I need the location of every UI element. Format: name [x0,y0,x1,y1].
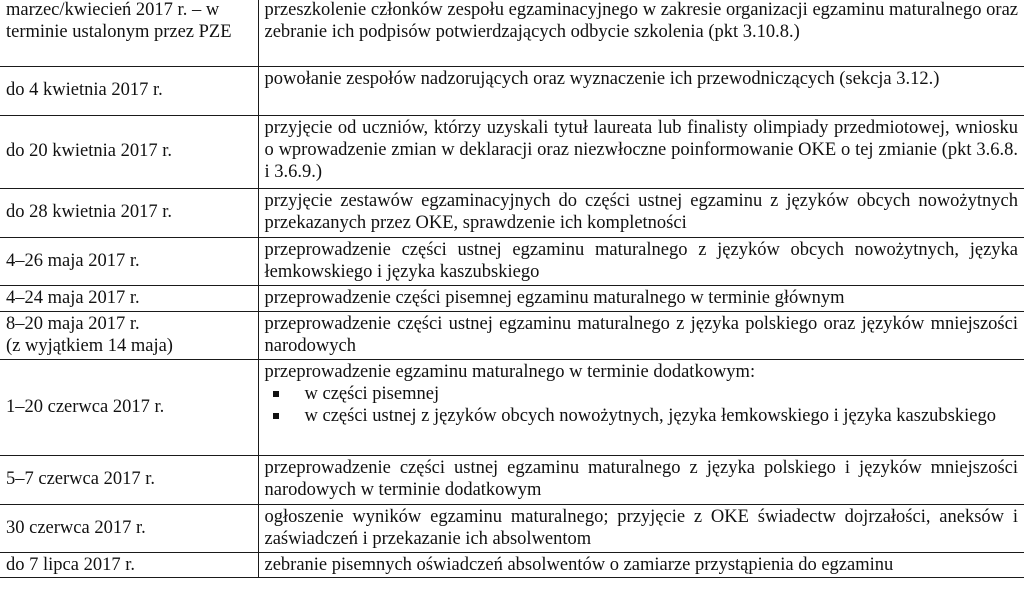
list-item: w części ustnej z języków obcych nowożytnych, języka łemkowskiego i języka kaszubskiego [265,405,1019,427]
task-cell: przeprowadzenie części ustnej egzaminu maturalnego z języka polskiego i języków mniejszości narodowych w terminie dodatkowym [258,455,1024,504]
date-text: 8–20 maja 2017 r. [6,313,140,334]
table-row [0,455,1024,504]
table-row [0,115,1024,188]
table-row [0,0,1024,66]
date-cell: 4–26 maja 2017 r. [0,237,258,285]
task-cell [258,359,1024,455]
date-cell: 1–20 czerwca 2017 r. [0,359,258,455]
table-row [0,237,1024,285]
table-row [0,359,1024,455]
bullet-list [265,383,1019,427]
task-cell: przeprowadzenie części ustnej egzaminu maturalnego z języków obcych nowożytnych, języka łemkowskiego i języka kaszubskiego [258,237,1024,285]
task-cell: przeprowadzenie części pisemnej egzaminu maturalnego w terminie głównym [258,285,1024,311]
task-text: zebranie pisemnych oświadczeń absolwentów o zamiarze przystąpienia do egzaminu [264,554,894,575]
date-cell: 5–7 czerwca 2017 r. [0,455,258,504]
list-item: w części pisemnej [265,383,1019,405]
date-cell [0,552,258,577]
task-cell [258,552,1024,577]
table-row [0,66,1024,115]
date-cell: marzec/kwiecień 2017 r. – w terminie ustalonym przez PZE [0,0,258,66]
task-cell: powołanie zespołów nadzorujących oraz wyznaczenie ich przewodniczących (sekcja 3.12.) [258,66,1024,115]
date-cell: do 28 kwietnia 2017 r. [0,188,258,237]
task-cell: przeszkolenie członków zespołu egzaminacyjnego w zakresie organizacji egzaminu maturalnego oraz zebranie ich podpisów potwierdzających odbycie szkolenia (pkt 3.10.8.) [258,0,1024,66]
date-cell: do 4 kwietnia 2017 r. [0,66,258,115]
date-text: do 7 lipca 2017 r. [6,554,135,575]
table-row [0,285,1024,311]
table-row [0,552,1024,577]
table-row [0,188,1024,237]
table-row [0,311,1024,359]
task-cell: ogłoszenie wyników egzaminu maturalnego; przyjęcie z OKE świadectw dojrzałości, aneksów i zaświadczeń i przekazanie ich absolwentom [258,504,1024,552]
task-text: przeprowadzenie egzaminu maturalnego w terminie dodatkowym: [264,361,756,382]
date-cell [0,311,258,359]
task-cell: przyjęcie zestawów egzaminacyjnych do części ustnej egzaminu z języków obcych nowożytnych przekazanych przez OKE, sprawdzenie ich kompletności [258,188,1024,237]
date-cell: 30 czerwca 2017 r. [0,504,258,552]
date-cell: do 20 kwietnia 2017 r. [0,115,258,188]
table-row [0,504,1024,552]
task-cell: przeprowadzenie części ustnej egzaminu maturalnego z języka polskiego oraz języków mniejszości narodowych [258,311,1024,359]
date-note: (z wyjątkiem 14 maja) [6,335,173,356]
task-cell: przyjęcie od uczniów, którzy uzyskali tytuł laureata lub finalisty olimpiady przedmiotowej, wniosku o wprowadzenie zmian w deklaracji oraz niezwłoczne poinformowanie OKE o tej zmianie (pkt 3.6.8. i 3.6.9.) [258,115,1024,188]
date-cell: 4–24 maja 2017 r. [0,285,258,311]
